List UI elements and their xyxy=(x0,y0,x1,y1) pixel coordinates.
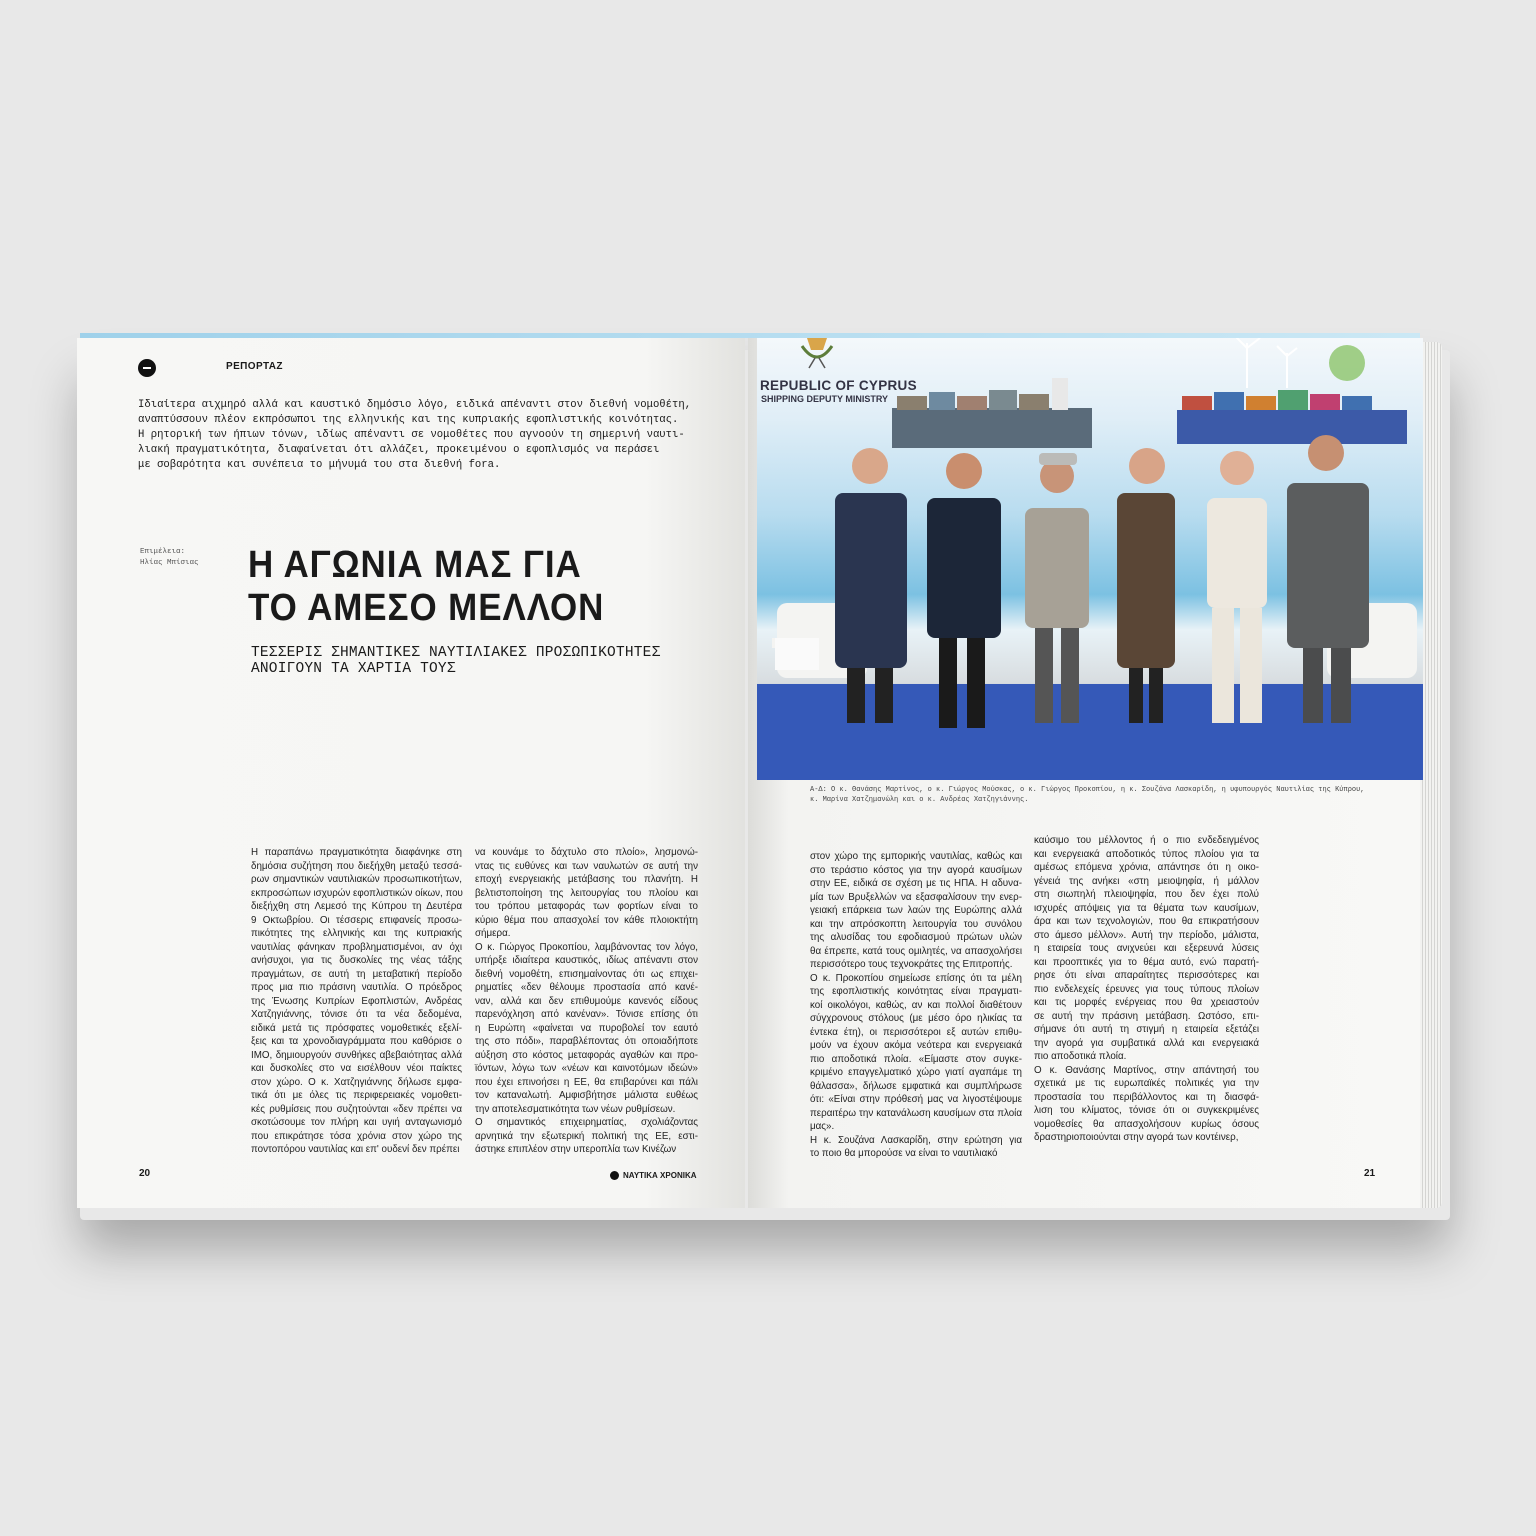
caption-line: Α-Δ: Ο κ. Θανάσης Μαρτίνος, ο κ. Γιώργος Μούσκας, ο κ. Γιώργος Προκοπίου, η κ. Σουζάνα Λασκαρίδη, η υφυπουργός Ναυτιλίας της Κύπρου, xyxy=(810,786,1365,794)
cyprus-emblem-icon xyxy=(802,338,832,368)
body-line: Ο κ. Θανάσης Μαρτίνος, στην απάντησή του xyxy=(1034,1064,1259,1076)
body-line: ρηματίες «δεν θέλουμε προστασία από κανέ- xyxy=(475,982,698,993)
body-line: αρνητικά την εξωτερική πολιτική της ΕΕ, εστι- xyxy=(475,1130,698,1142)
body-line: πραγμάτων, σε αυτή τη μεταβατική περίοδο xyxy=(251,968,462,980)
body-line: νομοθεσίες θα απασχολήσουν κυρίως όσους xyxy=(1034,1118,1259,1130)
body-line: της Ένωσης Κυπρίων Εφοπλιστών, Ανδρέας xyxy=(251,995,462,1007)
body-line: κές ρυθμίσεις που συζητούνται «δεν πρέπει να xyxy=(251,1103,462,1115)
magazine-footer-icon xyxy=(610,1171,619,1180)
body-line: Χατζηγιάννης, τόνισε ότι τα νέα δεδομένα, xyxy=(251,1009,462,1020)
body-line: της αλυσίδας του εφοδιασμού πρώτων υλών xyxy=(810,932,1022,943)
article-headline xyxy=(248,544,604,630)
banner-title: REPUBLIC OF CYPRUS xyxy=(760,378,917,393)
body-line: γένειά της ανήκει «στη μειοψηφία, ή μάλλον xyxy=(1034,875,1259,887)
body-line: στον χώρο της εμπορικής ναυτιλίας, καθώς και xyxy=(810,851,1022,862)
page-stack-edge xyxy=(1420,342,1442,1208)
body-line: Η παραπάνω πραγματικότητα διαφάνηκε στη xyxy=(251,847,462,858)
body-column-1 xyxy=(251,846,462,1157)
body-line: Ο κ. Προκοπίου σημείωσε επίσης ότι τα μέλη xyxy=(810,972,1022,984)
body-line: ρησε ότι είναι απαραίτητες περισσότερες και xyxy=(1034,970,1259,981)
body-line: ναν, αλλά και δεν επιθυμούμε κανενός είδους xyxy=(475,995,698,1007)
event-photo-illustration xyxy=(757,338,1423,780)
body-line: άστηκε επιπλέον στην υπεροπλία των Κινέζων xyxy=(475,1144,677,1155)
body-line: τον καταναλωτή. Αμφισβήτησε μάλιστα ευθέως xyxy=(475,1090,698,1101)
body-line: που έχει επινοήσει η ΕΕ, θα επιβαρύνει και πάλι xyxy=(475,1076,698,1088)
body-line: βελτιστοποίηση της λειτουργίας του πλοίου και xyxy=(475,887,698,899)
page-number-left: 20 xyxy=(139,1168,151,1179)
body-line: προστασία του περιβάλλοντος και τη διασφά- xyxy=(1034,1091,1259,1103)
author-credit xyxy=(140,547,199,569)
body-line: στη σιωπηλή πλειοψηφία, που δεν έχει πολύ xyxy=(1034,889,1259,900)
body-line: 9 Οκτωβρίου. Οι τέσσερις επιφανείς προσω- xyxy=(251,914,462,926)
banner-subtitle: SHIPPING DEPUTY MINISTRY xyxy=(761,394,889,404)
body-line: Η κ. Σουζάνα Λασκαρίδη, στην ερώτηση για xyxy=(810,1134,1022,1146)
body-line: και την απρόσκοπτη λειτουργία του συνόλου xyxy=(810,918,1022,930)
body-line: αύξηση στο κόστος μεταφοράς αγαθών και προ- xyxy=(475,1049,698,1061)
body-line: περαιτέρω την κατανάλωση καυσίμων στα πλοία xyxy=(810,1107,1022,1119)
body-line: της εφοπλιστικής κοινότητας είναι πραγματι- xyxy=(810,986,1022,997)
body-line: τικά ότι με όλες τις περιφερειακές νομοθετι- xyxy=(251,1090,462,1101)
body-line: άρα και των τεχνολογιών, που θα επικρατήσουν xyxy=(1034,916,1259,927)
body-line: κριμένο επαγγελματικό χώρο γιατί αγαπάμε τη xyxy=(810,1067,1022,1078)
event-photo xyxy=(757,338,1423,780)
body-line: στο τεράστιο κόστος για την αγορά καυσίμων xyxy=(810,864,1022,876)
body-line: υπήρξε ιδιαίτερα καυστικός, ιδίως απέναντι στον xyxy=(475,955,698,966)
subhead-line: ΤΕΣΣΕΡΙΣ ΣΗΜΑΝΤΙΚΕΣ ΝΑΥΤΙΛΙΑΚΕΣ ΠΡΟΣΩΠΙΚΟΤΗΤΕΣ xyxy=(251,645,661,661)
body-line: μας». xyxy=(810,1121,835,1132)
body-line: πιο ενδελεχείς έρευνες για τους τύπους πλοίων xyxy=(1034,983,1259,995)
body-line: του τρόπου μεταφοράς των φορτίων είναι το xyxy=(475,901,698,912)
body-line: την αποτελεσματικότητα των νέων ρυθμίσεων. xyxy=(475,1103,676,1115)
body-line: κοί οικολόγοι, καθώς, αν και πολλοί διαθέτουν xyxy=(810,999,1022,1011)
body-column-4 xyxy=(1034,834,1259,1145)
section-label: ΡΕΠΟΡΤΑΖ xyxy=(226,361,283,372)
body-line: ειδικά μετά τις πρόσφατες νομοθετικές εξελί- xyxy=(251,1022,462,1034)
body-line: παρενόχληση από κανέναν». Τόνισε επίσης ότι xyxy=(475,1009,698,1020)
body-line: σήμερα. xyxy=(475,928,511,939)
body-line: σύγχρονους στόλους (με μέσο όρο ηλικίας τα xyxy=(810,1013,1022,1024)
intro-line: Ιδιαίτερα αιχμηρό αλλά και καυστικό δημόσιο λόγο, ειδικά απέναντι στον διεθνή νομοθέτη, xyxy=(138,399,692,411)
body-line: διεξήχθη στη Λεμεσό της Κύπρου τη Δευτέρα xyxy=(251,901,462,912)
body-line: ανήσυχοι, για τις δυσκολίες της νέας τάξης xyxy=(251,955,462,966)
intro-line: Η ρητορική των ήπιων τόνων, ιδίως απέναντι σε νομοθέτες που αγνοούν τη σημερινή ναυτι- xyxy=(138,429,685,441)
body-line: η Ευρώπη «φαίνεται να πυροβολεί τον εαυτό xyxy=(475,1022,698,1034)
subhead-line: ΑΝΟΙΓΟΥΝ ΤΑ ΧΑΡΤΙΑ ΤΟΥΣ xyxy=(251,661,456,677)
body-line: και προοπτικές για το θέμα αυτό, ενώ παρατή- xyxy=(1034,956,1259,968)
headline-line: Η ΑΓΩΝΙΑ ΜΑΣ ΓΙΑ xyxy=(248,544,582,586)
body-line: στον χώρο. Ο κ. Χατζηγιάννης δήλωσε εμφα- xyxy=(251,1076,462,1088)
body-line: Ο σημαντικός επιχειρηματίας, σχολιάζοντας xyxy=(475,1117,698,1128)
body-line: ότι: «Είναι στην πρόθεσή μας να λιγοστέψουμε xyxy=(810,1094,1022,1105)
body-line: και τις μορφές ενέργειας που θα χρειαστούν xyxy=(1034,997,1259,1008)
magazine-footer xyxy=(610,1171,697,1180)
credit-name: Ηλίας Μπίσιας xyxy=(140,559,199,567)
page-number-right: 21 xyxy=(1364,1168,1376,1179)
body-line: πικότητες της ελληνικής και της κυπριακής xyxy=(251,928,462,939)
body-line: μούν να έχουν ακόμα νεότερα και ενεργειακά xyxy=(810,1040,1022,1051)
body-line: σήμανε ότι αυτή τη στιγμή η εταιρεία εξετάζει xyxy=(1034,1024,1259,1035)
magazine-name: ΝΑΥΤΙΚΑ ΧΡΟΝΙΚΑ xyxy=(623,1171,697,1180)
body-line: εκπροσώπων ισχυρών εφοπλιστικών οίκων, που xyxy=(251,887,463,899)
intro-line: με σοβαρότητα και συνέπεια το μήνυμά του στα διεθνή fora. xyxy=(138,459,501,471)
body-line: διεθνή νομοθέτη, επισημαίνοντας ότι ως επιχει- xyxy=(475,968,698,980)
intro-line: αναπτύσσουν πλέον εκπρόσωποι της ελληνικής και της κυπριακής εφοπλιστικής κοινότητας. xyxy=(138,414,679,426)
magazine-logo-icon xyxy=(138,359,156,377)
intro-paragraph xyxy=(138,398,698,473)
body-line: ξεις και τα χρονοδιαγράμματα που καθόρισε ο xyxy=(251,1036,462,1047)
body-line: ντας τις ευθύνες και των ναυλωτών σε αυτή την xyxy=(475,860,698,872)
body-line: αμέσως επόμενα χρόνια, απάντησε ότι η οικο- xyxy=(1034,862,1259,873)
body-line: Ο κ. Γιώργος Προκοπίου, λαμβάνοντας τον λόγο, xyxy=(475,941,698,953)
body-line: θάλασσα», δήλωσε εμφατικά και συμπλήρωσε xyxy=(810,1080,1022,1092)
body-line: μία των Βρυξελλών να εξασφαλίσουν την ενερ- xyxy=(810,891,1022,903)
headline-line: ΤΟ ΑΜΕΣΟ ΜΕΛΛΟΝ xyxy=(248,587,605,629)
body-line: της στο πόδι», παραβλέποντας ότι οποιαδήποτε xyxy=(475,1036,698,1047)
body-line: σε αυτή την πράσινη μετάβαση. Ωστόσο, επι- xyxy=(1034,1010,1259,1022)
body-line: στο άμεσο μέλλον». Αυτή την περίοδο, μάλιστα, xyxy=(1034,929,1259,941)
body-line: το ποιο θα μπορούσε να είναι το ναυτιλιακό xyxy=(810,1148,998,1159)
body-line: και δυσκολίες στο να εισέλθουν νέοι παίκτες xyxy=(251,1063,462,1074)
body-line: ΙΜΟ, δημιουργούν συνθήκες αβεβαιότητας αλλά xyxy=(251,1049,462,1061)
body-line: ποντοπόρου ναυτιλίας και επ' ουδενί δεν πρέπει xyxy=(251,1144,460,1155)
body-line: έντεκα έτη), οι περισσότεροι εξ αυτών επιθυ- xyxy=(810,1026,1022,1038)
body-line: καύσιμο του μέλλοντος ή ο πιο ενδεδειγμένος xyxy=(1034,835,1259,846)
body-line: εποχή ενεργειακής μετάβασης του πλανήτη. Η xyxy=(475,874,698,885)
body-line: προς μια πιο πράσινη ναυτιλία. Ο πρόεδρος xyxy=(251,982,462,993)
body-line: ρων σημαντικών ναυτιλιακών προσωπικοτήτων, xyxy=(251,874,462,885)
body-line: στην ΕΕ, ειδικά σε σχέση με τις ΗΠΑ. Η αδυνα- xyxy=(810,878,1022,889)
body-line: λιση του κλίματος, τόνισε ότι οι συγκεκριμένες xyxy=(1034,1105,1259,1116)
article-subhead xyxy=(251,645,660,677)
photo-caption xyxy=(810,785,1370,805)
body-line: η εταιρεία τους ανιχνεύει και εξερευνά λύσεις xyxy=(1034,943,1259,954)
body-line: γειακή επάρκεια των λαών της Ευρώπης αλλά xyxy=(810,905,1022,916)
body-line: και ενεργειακά αποδοτικός τύπος πλοίου για τα xyxy=(1034,848,1259,860)
body-line: ναυτιλίας φάνηκαν προβληματισμένοι, αν όχι xyxy=(251,941,462,953)
body-line: πιο αποδοτικά πλοία. xyxy=(1034,1051,1127,1062)
body-line: πιο αποδοτικά πλοία. «Είμαστε στον συγκε- xyxy=(810,1053,1022,1065)
body-line: να κουνάμε το δάχτυλο στο πλοίο», λησμονώ- xyxy=(475,847,698,858)
body-line: περισσότερο τους τεχνοκράτες της Επιτροπής. xyxy=(810,959,1013,970)
body-line: σκοτώσουμε τον πλήρη και υγιή ανταγωνισμό xyxy=(251,1117,462,1128)
body-line: δραστηριοποιούνται στην αγορά των κοντέινερ, xyxy=(1034,1132,1239,1143)
body-line: σχετικά με τις ευρωπαϊκές πολιτικές για την xyxy=(1034,1078,1259,1089)
body-line: δημόσια συζήτηση που διεξήχθη μεταξύ τεσσά- xyxy=(251,860,462,872)
caption-line: κ. Μαρίνα Χατζημανώλη και ο κ. Ανδρέας Χατζηγιάννης. xyxy=(810,796,1029,804)
body-line: ισχυρές απόψεις για τα θέματα των καυσίμων, xyxy=(1034,902,1259,914)
body-column-2 xyxy=(475,846,698,1157)
body-line: θα έπρεπε, κατά τους ομιλητές, να απασχολήσει xyxy=(810,945,1022,957)
body-line: την αγορά για συμβατικά αλλά και ενεργειακά xyxy=(1034,1037,1259,1049)
body-line: που επικράτησε τόσα χρόνια στον χώρο της xyxy=(251,1130,462,1142)
body-line: κύριο θέμα που απασχολεί τον κάθε πλοιοκτήτη xyxy=(475,914,698,926)
credit-label: Επιμέλεια: xyxy=(140,548,186,556)
intro-line: λιακή πραγματικότητα, διαφαίνεται ότι αλλάζει, προκειμένου ο εφοπλισμός να περάσει xyxy=(138,444,660,456)
body-column-3 xyxy=(810,850,1022,1161)
body-line: ϊόντων, λόγω των «νέων και καινοτόμων ιδεών» xyxy=(475,1063,698,1074)
